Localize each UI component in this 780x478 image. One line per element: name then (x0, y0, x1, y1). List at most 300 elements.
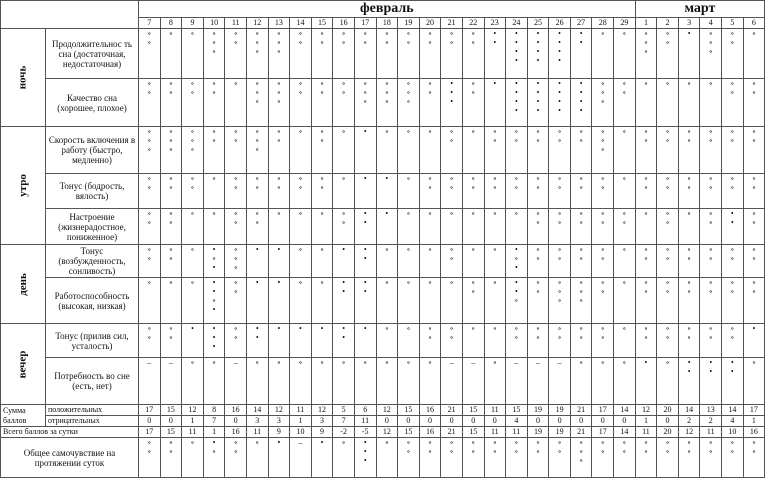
rating-mark: • (342, 287, 346, 296)
rating-mark: ∘ (428, 438, 432, 447)
rating-cell (678, 127, 700, 174)
rating-mark: ∘ (687, 245, 692, 254)
rating-cell (398, 278, 420, 324)
rating-cell (570, 29, 592, 79)
rating-cell (549, 127, 571, 174)
summary-group-label: Сумма баллов (1, 405, 46, 427)
rating-mark: ∘ (341, 209, 346, 218)
summary-value: 0 (570, 416, 592, 427)
rating-mark: • (363, 456, 367, 465)
rating-mark: ∘ (514, 296, 519, 305)
rating-mark: ∘ (341, 218, 346, 227)
rating-mark: ∘ (276, 97, 281, 106)
rating-mark: • (363, 209, 367, 218)
rating-mark: ∘ (298, 278, 303, 287)
rating-mark: ∘ (643, 287, 648, 296)
rating-cell (614, 358, 636, 405)
rating-mark: ∘ (708, 287, 713, 296)
rating-mark: • (536, 38, 540, 47)
indicator-row (1, 209, 765, 245)
rating-cell (139, 438, 161, 478)
rating-cell (549, 79, 571, 127)
rating-mark: ∘ (730, 88, 735, 97)
rating-cell (614, 209, 636, 245)
rating-mark: ∘ (600, 324, 605, 333)
summary-value: 7 (333, 416, 355, 427)
day-number: 29 (614, 18, 636, 29)
rating-cell (376, 29, 398, 79)
rating-cell (743, 127, 765, 174)
rating-mark: ∘ (665, 245, 670, 254)
rating-cell (333, 245, 355, 278)
rating-mark: ∘ (730, 79, 735, 88)
rating-mark: ∘ (363, 358, 368, 367)
rating-cell (635, 174, 657, 209)
rating-mark: ∘ (536, 209, 540, 218)
summary-value: 12 (635, 405, 657, 416)
rating-mark: ∘ (320, 209, 324, 218)
rating-cell (354, 245, 376, 278)
rating-cell (592, 358, 614, 405)
rating-mark: ∘ (147, 79, 152, 88)
rating-cell (441, 245, 463, 278)
rating-cell (527, 278, 549, 324)
rating-mark: ∘ (298, 183, 303, 192)
rating-cell (139, 245, 161, 278)
rating-cell (225, 209, 247, 245)
rating-cell (678, 79, 700, 127)
rating-cell (549, 438, 571, 478)
rating-mark: ∘ (687, 287, 692, 296)
rating-mark: ∘ (665, 209, 670, 218)
rating-mark: • (363, 287, 367, 296)
rating-cell (635, 209, 657, 245)
rating-mark: ∘ (579, 324, 584, 333)
rating-cell (700, 127, 722, 174)
rating-mark: ∘ (255, 145, 260, 154)
rating-cell (225, 29, 247, 79)
rating-mark: ∘ (255, 218, 260, 227)
rating-cell (700, 438, 722, 478)
rating-mark: ∘ (212, 79, 217, 88)
rating-cell (139, 29, 161, 79)
rating-cell (354, 127, 376, 174)
rating-mark: ∘ (557, 447, 562, 456)
rating-mark: ∘ (233, 79, 238, 88)
rating-cell (419, 324, 441, 358)
summary-value: 0 (441, 416, 463, 427)
rating-cell (398, 127, 420, 174)
rating-cell (527, 79, 549, 127)
rating-cell (441, 29, 463, 79)
rating-mark: ∘ (428, 278, 432, 287)
rating-cell (527, 174, 549, 209)
rating-mark: ∘ (643, 29, 648, 38)
summary-value: 10 (290, 427, 312, 438)
rating-mark: • (536, 88, 540, 97)
rating-mark: • (277, 324, 281, 333)
rating-mark: ∘ (751, 287, 756, 296)
rating-cell (570, 174, 592, 209)
rating-cell (462, 174, 484, 209)
rating-mark: ∘ (471, 278, 476, 287)
summary-value: 1 (635, 416, 657, 427)
rating-mark: ∘ (471, 209, 476, 218)
rating-cell (614, 324, 636, 358)
rating-mark: ∘ (255, 174, 260, 183)
rating-mark: ∘ (168, 209, 173, 218)
rating-mark: ∘ (147, 447, 152, 456)
rating-cell (570, 209, 592, 245)
rating-cell (182, 209, 204, 245)
rating-cell (268, 29, 290, 79)
rating-mark: ∘ (708, 333, 713, 342)
rating-mark: ∘ (276, 358, 281, 367)
rating-mark: ∘ (536, 136, 540, 145)
rating-mark: • (558, 29, 561, 38)
rating-cell (657, 209, 679, 245)
rating-mark: ∘ (147, 254, 152, 263)
indicator-row (1, 29, 765, 79)
rating-mark: ∘ (708, 174, 713, 183)
rating-cell (203, 358, 225, 405)
rating-mark: • (752, 324, 756, 333)
rating-mark: ∘ (341, 358, 346, 367)
time-of-day-label (1, 29, 46, 127)
rating-cell (743, 79, 765, 127)
rating-mark: ∘ (212, 254, 217, 263)
summary-value: 3 (246, 416, 268, 427)
rating-mark: ∘ (665, 447, 670, 456)
rating-cell (139, 174, 161, 209)
rating-mark: ∘ (449, 174, 454, 183)
rating-mark: • (255, 245, 259, 254)
day-number: 26 (549, 18, 571, 29)
rating-cell (570, 324, 592, 358)
rating-cell (484, 79, 506, 127)
rating-cell (182, 29, 204, 79)
rating-mark: ∘ (298, 127, 303, 136)
rating-mark: ∘ (233, 218, 238, 227)
summary-value: 11 (354, 416, 376, 427)
rating-mark: • (558, 56, 561, 65)
rating-mark: ∘ (428, 358, 432, 367)
rating-mark: ∘ (514, 254, 519, 263)
summary-value: 5 (333, 405, 355, 416)
summary-value: 1 (743, 416, 765, 427)
rating-cell (506, 278, 528, 324)
rating-mark: ∘ (730, 447, 735, 456)
rating-mark: • (514, 79, 518, 88)
day-number: 5 (722, 18, 744, 29)
summary-value: 7 (203, 416, 225, 427)
rating-mark: • (450, 97, 454, 106)
rating-cell (333, 438, 355, 478)
summary-value: 12 (376, 427, 398, 438)
rating-cell (527, 358, 549, 405)
rating-mark: ∘ (406, 209, 411, 218)
rating-cell (268, 278, 290, 324)
summary-value: 19 (549, 405, 571, 416)
rating-cell (722, 29, 744, 79)
summary-value: 3 (311, 416, 333, 427)
rating-cell (268, 127, 290, 174)
rating-mark: ∘ (622, 79, 627, 88)
rating-mark: ∘ (190, 174, 195, 183)
rating-mark: • (558, 38, 561, 47)
rating-mark: ∘ (341, 127, 346, 136)
rating-mark: ∘ (643, 324, 648, 333)
summary-value: 20 (657, 427, 679, 438)
rating-mark: • (514, 106, 518, 115)
rating-cell (484, 358, 506, 405)
rating-mark: ∘ (600, 209, 605, 218)
summary-value: 15 (398, 405, 420, 416)
rating-mark: ∘ (298, 88, 303, 97)
summary-value: 12 (678, 427, 700, 438)
day-number: 18 (376, 18, 398, 29)
rating-mark: ∘ (341, 174, 346, 183)
rating-mark: ∘ (406, 278, 411, 287)
day-number: 15 (311, 18, 333, 29)
indicator-label: Тонус (возбужденность, сонливость) (46, 245, 139, 278)
rating-mark: • (212, 333, 216, 342)
rating-cell (506, 127, 528, 174)
rating-mark: ∘ (276, 136, 281, 145)
rating-mark: ∘ (320, 245, 324, 254)
rating-mark: ∘ (406, 324, 411, 333)
rating-mark: • (299, 324, 302, 333)
rating-cell (441, 358, 463, 405)
rating-mark: • (730, 358, 734, 367)
rating-cell (743, 358, 765, 405)
rating-mark: ∘ (276, 29, 281, 38)
rating-cell (614, 29, 636, 79)
summary-value: 4 (506, 416, 528, 427)
indicator-label: Тонус (прилив сил, усталость) (46, 324, 139, 358)
rating-mark: ∘ (363, 97, 368, 106)
rating-cell (398, 358, 420, 405)
header-corner (1, 1, 139, 29)
rating-mark: ∘ (212, 88, 217, 97)
summary-value: 4 (722, 416, 744, 427)
rating-cell (678, 358, 700, 405)
rating-cell (246, 29, 268, 79)
rating-cell (160, 209, 182, 245)
rating-mark: ∘ (255, 136, 260, 145)
rating-cell (506, 358, 528, 405)
rating-mark: ∘ (579, 136, 584, 145)
rating-mark: ∘ (384, 38, 389, 47)
rating-mark: • (514, 29, 518, 38)
rating-cell (419, 245, 441, 278)
rating-mark: ∘ (298, 79, 303, 88)
rating-cell (441, 174, 463, 209)
rating-cell (160, 358, 182, 405)
rating-mark: ∘ (147, 245, 152, 254)
rating-mark: ∘ (212, 29, 217, 38)
rating-mark: • (493, 79, 497, 88)
rating-mark: ∘ (536, 218, 540, 227)
summary-value: 12 (182, 405, 204, 416)
rating-mark: ∘ (579, 209, 584, 218)
rating-cell (700, 278, 722, 324)
rating-mark: ∘ (557, 333, 562, 342)
rating-mark: ∘ (190, 438, 195, 447)
rating-mark: • (514, 263, 518, 272)
rating-mark: ∘ (449, 447, 454, 456)
rating-mark: ∘ (751, 174, 756, 183)
summary-value: 15 (160, 405, 182, 416)
rating-mark: • (342, 245, 346, 254)
rating-cell (527, 245, 549, 278)
rating-mark: ∘ (751, 29, 756, 38)
rating-mark: • (255, 333, 259, 342)
rating-mark: • (277, 278, 281, 287)
rating-cell (592, 174, 614, 209)
rating-mark: ∘ (492, 438, 497, 447)
rating-cell (441, 127, 463, 174)
rating-mark: ∘ (471, 88, 476, 97)
rating-cell (722, 174, 744, 209)
rating-mark: • (191, 324, 194, 333)
rating-mark: ∘ (168, 218, 173, 227)
rating-mark: ∘ (600, 438, 605, 447)
rating-mark: ∘ (363, 79, 368, 88)
rating-mark: ∘ (600, 254, 605, 263)
rating-cell (139, 79, 161, 127)
summary-value: 0 (484, 416, 506, 427)
summary-value: 0 (225, 416, 247, 427)
day-number: 11 (225, 18, 247, 29)
rating-mark: ∘ (622, 29, 627, 38)
rating-mark: ∘ (730, 324, 735, 333)
rating-cell (376, 127, 398, 174)
rating-mark: ∘ (600, 278, 605, 287)
day-number: 9 (182, 18, 204, 29)
rating-mark: • (342, 324, 346, 333)
summary-value: 11 (290, 405, 312, 416)
rating-mark: ∘ (600, 245, 605, 254)
rating-cell (462, 245, 484, 278)
rating-cell (592, 127, 614, 174)
rating-cell (722, 209, 744, 245)
rating-mark: ∘ (428, 447, 432, 456)
rating-cell (376, 174, 398, 209)
summary-value: 10 (722, 427, 744, 438)
day-number: 28 (592, 18, 614, 29)
rating-mark: • (687, 367, 691, 376)
summary-value: 14 (614, 405, 636, 416)
rating-cell (311, 79, 333, 127)
rating-mark: ∘ (579, 254, 584, 263)
summary-value: 16 (419, 405, 441, 416)
rating-cell (160, 29, 182, 79)
time-of-day-label (1, 245, 46, 324)
rating-mark: ∘ (384, 324, 389, 333)
rating-mark: ∘ (168, 254, 173, 263)
rating-mark: ∘ (622, 447, 627, 456)
rating-mark: ∘ (730, 127, 735, 136)
rating-mark: • (514, 278, 518, 287)
rating-mark: ∘ (384, 29, 389, 38)
rating-mark: ∘ (147, 183, 152, 192)
rating-mark: ∘ (298, 29, 303, 38)
rating-mark: ∘ (298, 38, 303, 47)
rating-cell (203, 245, 225, 278)
month-march: март (635, 1, 765, 18)
rating-mark: ∘ (643, 254, 648, 263)
rating-cell (203, 438, 225, 478)
rating-cell (700, 358, 722, 405)
summary-value: 1 (290, 416, 312, 427)
rating-mark: ∘ (212, 127, 217, 136)
rating-mark: ∘ (687, 183, 692, 192)
rating-cell (506, 209, 528, 245)
rating-cell (333, 278, 355, 324)
rating-mark: ∘ (579, 358, 584, 367)
rating-mark: ∘ (730, 245, 735, 254)
rating-mark: • (450, 88, 454, 97)
rating-mark: ∘ (622, 209, 627, 218)
rating-mark: ∘ (233, 263, 238, 272)
rating-cell (527, 127, 549, 174)
rating-cell (354, 209, 376, 245)
summary-value: 15 (160, 427, 182, 438)
rating-mark: ∘ (643, 333, 648, 342)
rating-cell (160, 79, 182, 127)
summary-value: 16 (225, 427, 247, 438)
rating-mark: ∘ (708, 254, 713, 263)
rating-mark: ∘ (665, 358, 670, 367)
summary-value: 17 (139, 405, 161, 416)
rating-mark: ∘ (708, 209, 713, 218)
rating-mark: ∘ (341, 438, 346, 447)
rating-cell (268, 174, 290, 209)
rating-mark: ∘ (190, 183, 195, 192)
rating-cell (225, 174, 247, 209)
rating-mark: ∘ (687, 438, 692, 447)
rating-mark: ∘ (665, 218, 670, 227)
rating-cell (160, 245, 182, 278)
rating-mark: ∘ (449, 209, 454, 218)
day-number: 24 (506, 18, 528, 29)
day-number: 19 (398, 18, 420, 29)
indicator-label: Тонус (бодрость, вялость) (46, 174, 139, 209)
rating-mark: ∘ (406, 358, 411, 367)
rating-mark: ∘ (643, 79, 648, 88)
rating-mark: ∘ (492, 136, 497, 145)
rating-mark: ∘ (233, 29, 238, 38)
summary-value: 12 (268, 405, 290, 416)
rating-mark: – (233, 358, 238, 367)
rating-mark: ∘ (147, 438, 152, 447)
summary-value: 3 (268, 416, 290, 427)
rating-cell (225, 127, 247, 174)
rating-mark: ∘ (557, 245, 562, 254)
rating-cell (376, 324, 398, 358)
rating-cell (354, 278, 376, 324)
rating-cell (678, 438, 700, 478)
rating-mark: ∘ (255, 88, 260, 97)
rating-cell (657, 79, 679, 127)
rating-cell (722, 358, 744, 405)
rating-cell (549, 278, 571, 324)
rating-cell (311, 278, 333, 324)
summary-value: 0 (398, 416, 420, 427)
rating-cell (678, 324, 700, 358)
rating-mark: ∘ (665, 79, 670, 88)
